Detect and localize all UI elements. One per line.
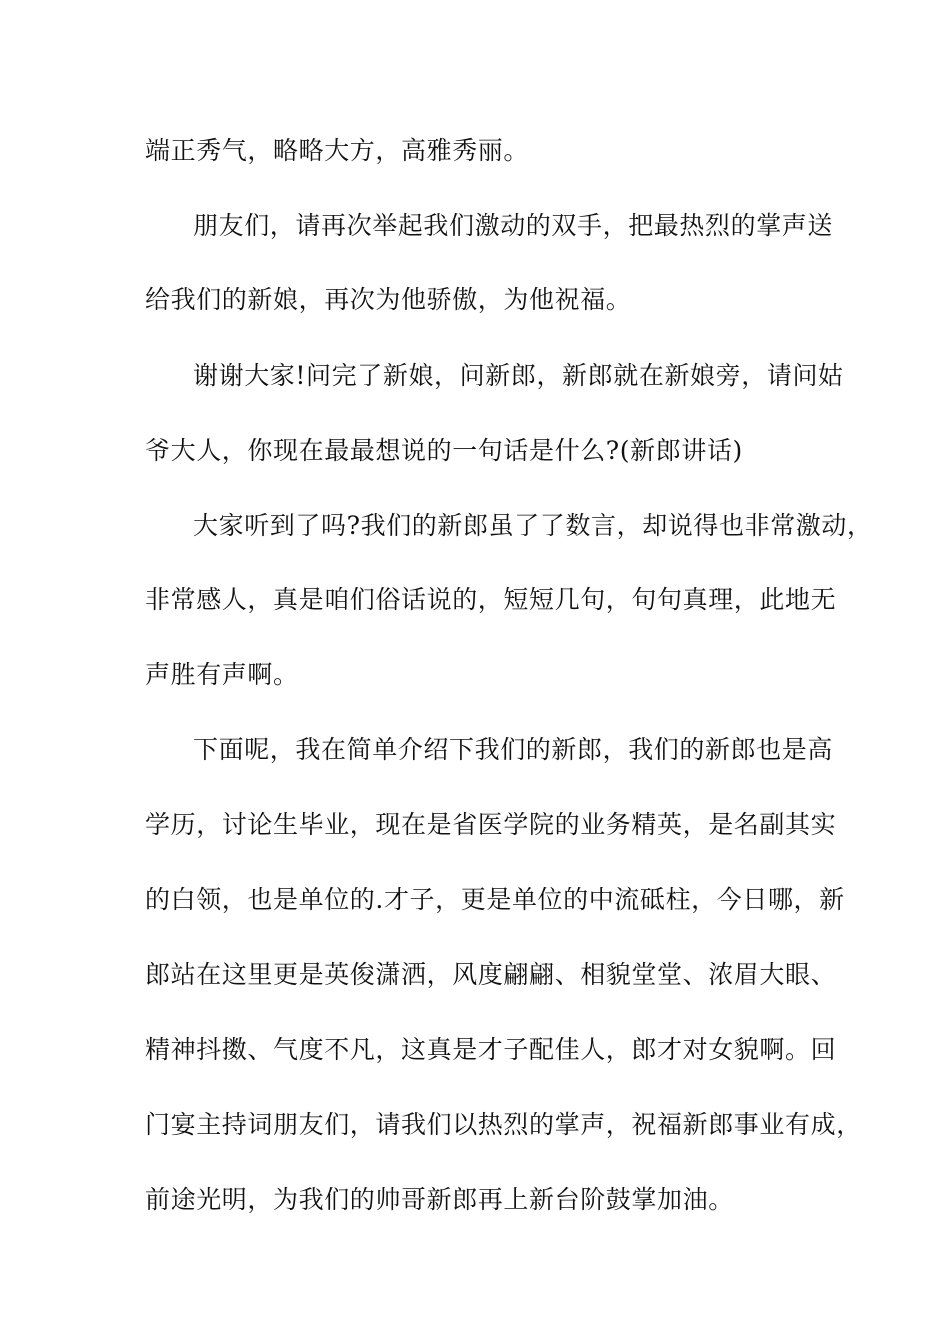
text-line: 前途光明，为我们的帅哥新郎再上新台阶鼓掌加油。 xyxy=(145,1185,734,1214)
text-line: 的白领，也是单位的.才子，更是单位的中流砥柱，今日哪，新 xyxy=(145,885,845,914)
text-line: 学历，讨论生毕业，现在是省医学院的业务精英，是名副其实 xyxy=(145,810,837,839)
text-line: 精神抖擞、气度不凡，这真是才子配佳人，郎才对女貌啊。回 xyxy=(145,1035,837,1064)
text-line: 爷大人，你现在最最想说的一句话是什么?(新郎讲话) xyxy=(145,436,743,465)
text-line: 声胜有声啊。 xyxy=(145,660,299,689)
text-line: 给我们的新娘，再次为他骄傲，为他祝福。 xyxy=(145,285,632,314)
text-line: 谢谢大家!问完了新娘，问新郎，新郎就在新娘旁，请问姑 xyxy=(193,361,844,390)
text-line: 朋友们，请再次举起我们激动的双手，把最热烈的掌声送 xyxy=(193,211,834,240)
text-line: 端正秀气，略略大方，高雅秀丽。 xyxy=(145,136,530,165)
text-line: 门宴主持词朋友们，请我们以热烈的掌声，祝福新郎事业有成， xyxy=(145,1110,862,1139)
text-line: 非常感人，真是咱们俗话说的，短短几句，句句真理，此地无 xyxy=(145,585,837,614)
text-line: 郎站在这里更是英俊潇洒，风度翩翩、相貌堂堂、浓眉大眼、 xyxy=(145,960,837,989)
text-line: 大家听到了吗?我们的新郎虽了了数言，却说得也非常激动， xyxy=(193,511,873,540)
text-line: 下面呢，我在简单介绍下我们的新郎，我们的新郎也是高 xyxy=(193,735,834,764)
